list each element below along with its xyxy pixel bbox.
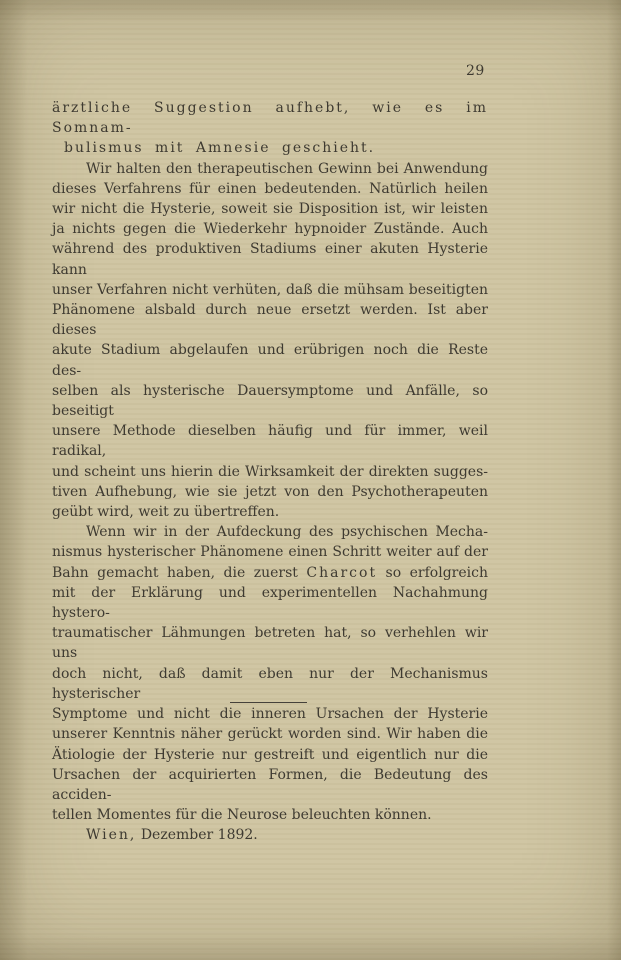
text-segment: Ursachen der acquirierten Formen, die Bedeutung des acciden- [52,766,488,803]
text-segment: Wenn wir in der Aufdeckung des psychischen Mecha- [86,524,488,541]
spaced-text: Charcot [306,564,378,581]
text-line [52,745,488,765]
text-segment: doch nicht, daß damit eben nur der Mechanismus hysterischer [52,665,488,702]
text-line [52,623,488,663]
text-line [52,138,488,158]
text-line [52,542,488,562]
page-number: 29 [466,63,485,79]
text-line [52,765,488,805]
text-line [52,664,488,704]
text-line [52,199,488,219]
text-segment: Phänomene alsbald durch neue ersetzt werden. Ist aber dieses [52,302,488,339]
text-line [52,583,488,623]
text-segment: unserer Kenntnis näher gerückt worden sind. Wir haben die [52,726,488,743]
text-segment: so erfolgreich [377,564,488,581]
spaced-text: Wien, [86,827,137,844]
text-segment: wir nicht die Hysterie, soweit sie Disposition ist, wir leisten [52,201,488,218]
text-segment: Ätiologie der Hysterie nur gestreift und eigentlich nur die [52,746,488,763]
text-segment: Dezember 1892. [136,827,258,844]
text-line [52,280,488,300]
text-line [52,704,488,724]
text-segment: Wir halten den therapeutischen Gewinn bei Anwendung [86,160,488,177]
text-line [52,179,488,199]
text-line [52,98,488,138]
text-segment: unser Verfahren nicht verhüten, daß die mühsam beseitigten [52,281,488,298]
text-segment: mit der Erklärung und experimentellen Nachahmung hystero- [52,584,488,622]
text-line [52,482,488,502]
text-line [52,159,488,179]
spaced-text: ärztliche Suggestion aufhebt, wie es im Somnam- [52,100,488,137]
spaced-text: bulismus mit Amnesie geschieht. [64,140,376,157]
text-line [52,421,488,461]
text-line [52,805,488,825]
text-line [52,381,488,421]
text-line [52,300,488,340]
text-line [52,724,488,744]
text-line [52,340,488,380]
text-segment: dieses Verfahrens für einen bedeutenden. Natürlich heilen [52,180,488,197]
text-segment: während des produktiven Stadiums einer akuten Hysterie kann [52,241,488,278]
text-body [52,98,488,846]
text-segment: nismus hysterischer Phänomene einen Schritt weiter auf der [52,544,488,561]
text-line [52,502,488,522]
text-line [52,219,488,239]
text-segment: tellen Momentes für die Neurose beleuchten können. [52,807,432,824]
text-segment: tiven Aufhebung, wie sie jetzt von den Psychotherapeuten [52,483,488,500]
text-line [52,522,488,542]
text-segment: selben als hysterische Dauersymptome und Anfälle, so beseitigt [52,382,488,420]
text-segment: Bahn gemacht haben, die zuerst [52,564,307,581]
text-segment: ja nichts gegen die Wiederkehr hypnoider Zustände. Auch [52,221,488,238]
text-line [52,462,488,482]
text-segment: traumatischer Lähmungen betreten hat, so verhehlen wir uns [52,625,488,662]
text-line [52,239,488,279]
text-segment: Symptome und nicht die inneren Ursachen der Hysterie [52,706,488,723]
text-segment: akute Stadium abgelaufen und erübrigen noch die Reste des- [52,342,488,379]
text-segment: und scheint uns hierin die Wirksamkeit der direkten sugges- [52,463,488,480]
text-line [52,563,488,583]
text-segment: unsere Methode dieselben häufig und für immer, weil radikal, [52,423,488,460]
section-divider [230,702,307,703]
text-segment: geübt wird, weit zu übertreffen. [52,504,280,521]
text-line [52,825,488,845]
